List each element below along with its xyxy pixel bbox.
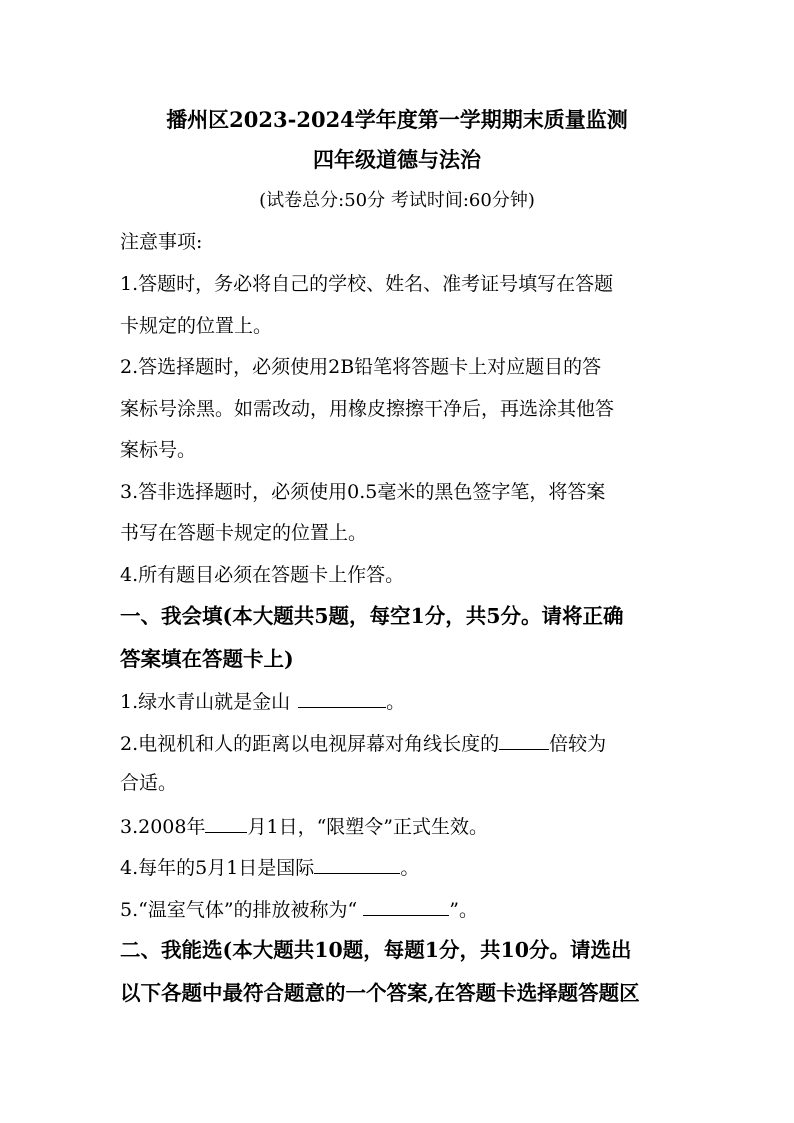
question-5-end: ”。	[449, 899, 478, 921]
question-4	[120, 853, 680, 881]
section1-heading-line1: 一、我会填(本大题共5题，每空1分，共5分。请将正确	[120, 604, 624, 628]
question-3-blank	[205, 812, 247, 833]
question-2-blank	[499, 729, 549, 750]
notice-item-1-line1: 1.答题时，务必将自己的学校、姓名、准考证号填写在答题	[120, 273, 614, 295]
question-4-blank	[314, 853, 400, 874]
question-5-text: 5.“温室气体”的排放被称为“	[120, 899, 358, 921]
notice-item-2-line2: 案标号涂黑。如需改动，用橡皮擦擦干净后，再选涂其他答	[120, 398, 615, 420]
notice-item-1-line2: 卡规定的位置上。	[120, 315, 273, 337]
question-3-end: 月1日，“限塑令”正式生效。	[247, 816, 489, 838]
question-3	[120, 812, 680, 840]
question-4-end: 。	[400, 857, 420, 879]
section1-heading-line2: 答案填在答题卡上)	[120, 647, 294, 671]
question-2	[120, 729, 680, 757]
question-4-text: 4.每年的5月1日是国际	[120, 857, 315, 879]
notice-item-2-line1: 2.答选择题时，必须使用2B铅笔将答题卡上对应题目的答	[120, 356, 602, 378]
section2-heading-line2: 以下各题中最符合题意的一个答案,在答题卡选择题答题区	[120, 981, 640, 1005]
question-1-end: 。	[386, 691, 406, 713]
notice-item-3-line2: 书写在答题卡规定的位置上。	[120, 522, 368, 544]
exam-subject: 四年级道德与法治	[313, 147, 481, 172]
question-2-line2: 合适。	[120, 772, 178, 794]
notice-item-3-line1: 3.答非选择题时，必须使用0.5毫米的黑色签字笔，将答案	[120, 481, 606, 503]
notice-item-4: 4.所有题目必须在答题卡上作答。	[120, 564, 405, 586]
question-1	[120, 687, 680, 715]
section2-heading-line1: 二、我能选(本大题共10题，每题1分，共10分。请选出	[120, 938, 632, 962]
notice-item-2-line3: 案标号。	[120, 439, 197, 461]
exam-info: (试卷总分:50分 考试时间:60分钟)	[259, 190, 535, 211]
question-1-text: 1.绿水青山就是金山	[120, 691, 291, 713]
question-1-blank	[298, 687, 386, 708]
question-3-text: 3.2008年	[120, 816, 206, 838]
question-2-text: 2.电视机和人的距离以电视屏幕对角线长度的	[120, 733, 500, 755]
notice-heading: 注意事项:	[120, 231, 203, 253]
question-5-blank	[363, 895, 449, 916]
exam-title: 播州区2023-2024学年度第一学期期末质量监测	[166, 107, 628, 132]
question-5	[120, 895, 680, 923]
question-2-end: 倍较为	[549, 733, 607, 755]
